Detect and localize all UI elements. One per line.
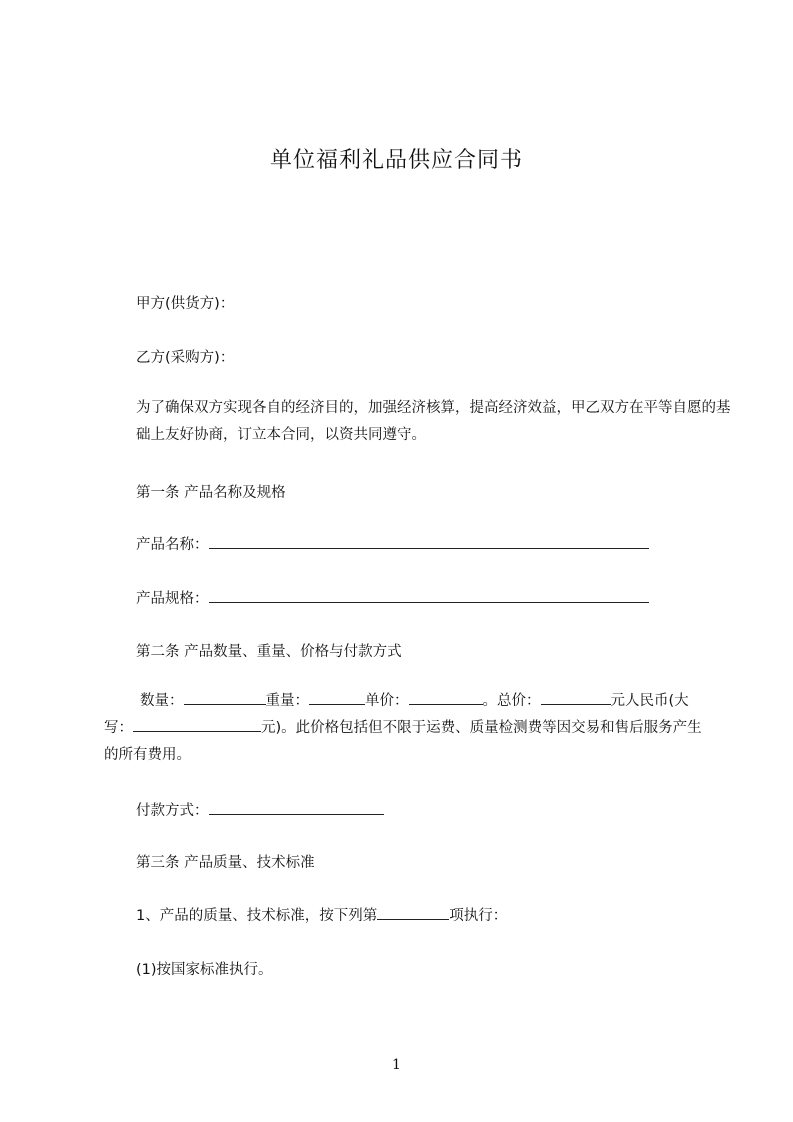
item1-blank xyxy=(377,905,449,920)
amount-in-words-blank xyxy=(133,717,261,732)
pricing-paragraph xyxy=(104,688,702,769)
weight-blank xyxy=(309,690,365,705)
article1-heading: 第一条 产品名称及规格 xyxy=(136,485,286,501)
party-b-label: 乙方(采购方)： xyxy=(136,350,235,366)
product-spec-blank xyxy=(209,588,649,603)
item1-prefix: 1、产品的质量、技术标准，按下列第 xyxy=(136,908,378,924)
weight-label: 重量： xyxy=(265,693,309,709)
payment-row xyxy=(136,799,384,820)
quantity-blank xyxy=(184,690,266,705)
document-title: 单位福利礼品供应合同书 xyxy=(269,148,523,173)
product-spec-row xyxy=(136,587,649,608)
currency-label: 元人民币(大写： xyxy=(104,693,689,736)
payment-blank xyxy=(209,800,384,815)
item1-suffix: 项执行： xyxy=(449,908,508,924)
article2-heading: 第二条 产品数量、重量、价格与付款方式 xyxy=(136,644,402,660)
product-name-row xyxy=(136,533,649,554)
total-blank xyxy=(541,690,611,705)
total-label: 。总价： xyxy=(482,693,541,709)
preamble-paragraph: 为了确保双方实现各自的经济目的，加强经济核算，提高经济效益，甲乙双方在平等自愿的基础上友好协商，订立本合同，以资共同遵守。 xyxy=(136,400,731,443)
payment-label: 付款方式： xyxy=(136,803,209,819)
party-a-label: 甲方(供货方)： xyxy=(136,296,235,312)
price-note: 元)。此价格包括但不限于运费、质量检测费等因交易和售后服务产生的所有费用。 xyxy=(104,720,702,763)
unit-price-label: 单价： xyxy=(365,693,409,709)
article3-item1 xyxy=(136,904,507,925)
product-spec-label: 产品规格： xyxy=(136,591,209,607)
article3-heading: 第三条 产品质量、技术标准 xyxy=(136,855,315,871)
page-number: 1 xyxy=(392,1057,401,1073)
product-name-label: 产品名称： xyxy=(136,537,209,553)
product-name-blank xyxy=(209,534,649,549)
article3-item1-option1: (1)按国家标准执行。 xyxy=(136,962,273,978)
quantity-label: 数量： xyxy=(140,693,184,709)
unit-price-blank xyxy=(409,690,483,705)
